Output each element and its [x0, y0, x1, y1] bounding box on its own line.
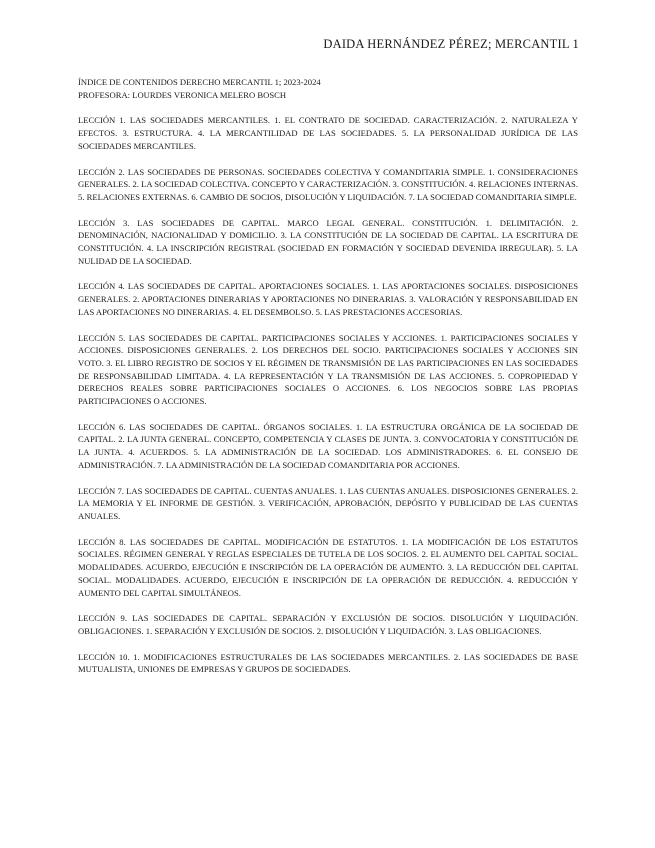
running-header: DAIDA HERNÁNDEZ PÉREZ; MERCANTIL 1 [323, 37, 579, 51]
index-title: ÍNDICE DE CONTENIDOS DERECHO MERCANTIL 1; 2023-2024 [78, 77, 321, 87]
lesson-2: LECCIÓN 2. LAS SOCIEDADES DE PERSONAS. SOCIEDADES COLECTIVA Y COMANDITARIA SIMPLE. 1. CONSIDERACIONES GENERALES. 2. LA SOCIEDAD COLECTIVA. CONCEPTO Y CARACTERIZACIÓN. 3. CONSTITUCIÓN. 4. RELACIONES INTERNAS. 5. RELACIONES EXTERNAS. 6. CAMBIO DE SOCIOS, DISOLUCIÓN Y LIQUIDACIÓN. 7. LA SOCIEDAD COMANDITARIA SIMPLE. [78, 166, 578, 202]
lesson-8: LECCIÓN 8. LAS SOCIEDADES DE CAPITAL. MODIFICACIÓN DE ESTATUTOS. 1. LA MODIFICACIÓN DE LOS ESTATUTOS SOCIALES. RÉGIMEN GENERAL Y REGLAS ESPECIALES DE TUTELA DE LOS SOCIOS. 2. EL AUMENTO DEL CAPITAL SOCIAL. MODALIDADES. ACUERDO, EJECUCIÓN E INSCRIPCIÓN DE LA OPERACIÓN DE AUMENTO. 3. LA REDUCCIÓN DEL CAPITAL SOCIAL. MODALIDADES. ACUERDO, EJECUCIÓN E INSCRIPCIÓN DE LA OPERACIÓN DE REDUCCIÓN. 4. REDUCCIÓN Y AUMENTO DEL CAPITAL SIMULTÁNEOS. [78, 536, 578, 598]
document-body [78, 76, 578, 676]
lesson-5: LECCIÓN 5. LAS SOCIEDADES DE CAPITAL. PARTICIPACIONES SOCIALES Y ACCIONES. 1. PARTICIPACIONES SOCIALES Y ACCIONES. DISPOSICIONES GENERALES. 2. LOS DERECHOS DEL SOCIO. PARTICIPACIONES SOCIALES Y ACCIONES SIN VOTO. 3. EL LIBRO REGISTRO DE SOCIOS Y EL RÉGIMEN DE TRANSMISIÓN DE LAS PARTICIPACIONES EN LAS SOCIEDADES DE RESPONSABILIDAD LIMITADA. 4. LA REPRESENTACIÓN Y LA TRANSMISIÓN DE LAS ACCIONES. 5. COPROPIEDAD Y DERECHOS REALES SOBRE PARTICIPACIONES SOCIALES O ACCIONES. 6. LOS NEGOCIOS SOBRE LAS PROPIAS PARTICIPACIONES O ACCIONES. [78, 332, 578, 407]
lesson-10: LECCIÓN 10. 1. MODIFICACIONES ESTRUCTURALES DE LAS SOCIEDADES MERCANTILES. 2. LAS SOCIEDADES DE BASE MUTUALISTA, UNIONES DE EMPRESAS Y GRUPOS DE SOCIEDADES. [78, 651, 578, 675]
lesson-3: LECCIÓN 3. LAS SOCIEDADES DE CAPITAL. MARCO LEGAL GENERAL. CONSTITUCIÓN. 1. DELIMITACIÓN. 2. DENOMINACIÓN, NACIONALIDAD Y DOMICILIO. 3. LA CONSTITUCIÓN DE LA SOCIEDAD DE CAPITAL. LA ESCRITURA DE CONSTITUCIÓN. 4. LA INSCRIPCIÓN REGISTRAL (SOCIEDAD EN FORMACIÓN Y SOCIEDAD DEVENIDA IRREGULAR). 5. LA NULIDAD DE LA SOCIEDAD. [78, 217, 578, 266]
professor-line: PROFESORA: LOURDES VERONICA MELERO BOSCH [78, 89, 287, 100]
lesson-6: LECCIÓN 6. LAS SOCIEDADES DE CAPITAL. ÓRGANOS SOCIALES. 1. LA ESTRUCTURA ORGÁNICA DE LA SOCIEDAD DE CAPITAL. 2. LA JUNTA GENERAL. CONCEPTO, COMPETENCIA Y CLASES DE JUNTA. 3. CONVOCATORIA Y CONSTITUCIÓN DE LA JUNTA. 4. ACUERDOS. 5. LA ADMINISTRACIÓN DE LA SOCIEDAD. LOS ADMINISTRADORES. 6. EL CONSEJO DE ADMINISTRACIÓN. 7. LA ADMINISTRACIÓN DE LA SOCIEDAD COMANDITARIA POR ACCIONES. [78, 421, 578, 470]
lesson-7: LECCIÓN 7. LAS SOCIEDADES DE CAPITAL. CUENTAS ANUALES. 1. LAS CUENTAS ANUALES. DISPOSICIONES GENERALES. 2. LA MEMORIA Y EL INFORME DE GESTIÓN. 3. VERIFICACIÓN, APROBACIÓN, DEPÓSITO Y PUBLICIDAD DE LAS CUENTAS ANUALES. [78, 485, 578, 521]
lesson-9: LECCIÓN 9. LAS SOCIEDADES DE CAPITAL. SEPARACIÓN Y EXCLUSIÓN DE SOCIOS. DISOLUCIÓN Y LIQUIDACIÓN. OBLIGACIONES. 1. SEPARACIÓN Y EXCLUSIÓN DE SOCIOS. 2. DISOLUCIÓN Y LIQUIDACIÓN. 3. LAS OBLIGACIONES. [78, 613, 578, 636]
intro-block [78, 76, 578, 101]
lesson-1: LECCIÓN 1. LAS SOCIEDADES MERCANTILES. 1. EL CONTRATO DE SOCIEDAD. CARACTERIZACIÓN. 2. NATURALEZA Y EFECTOS. 3. ESTRUCTURA. 4. LA MERCANTILIDAD DE LAS SOCIEDADES. 5. LA PERSONALIDAD JURÍDICA DE LAS SOCIEDADES MERCANTILES. [78, 115, 578, 151]
lesson-4: LECCIÓN 4. LAS SOCIEDADES DE CAPITAL. APORTACIONES SOCIALES. 1. LAS APORTACIONES SOCIALES. DISPOSICIONES GENERALES. 2. APORTACIONES DINERARIAS Y APORTACIONES NO DINERARIAS. 3. VALORACIÓN Y RESPONSABILIDAD EN LAS APORTACIONES NO DINERARIAS. 4. EL DESEMBOLSO. 5. LAS PRESTACIONES ACCESORIAS. [78, 281, 578, 317]
